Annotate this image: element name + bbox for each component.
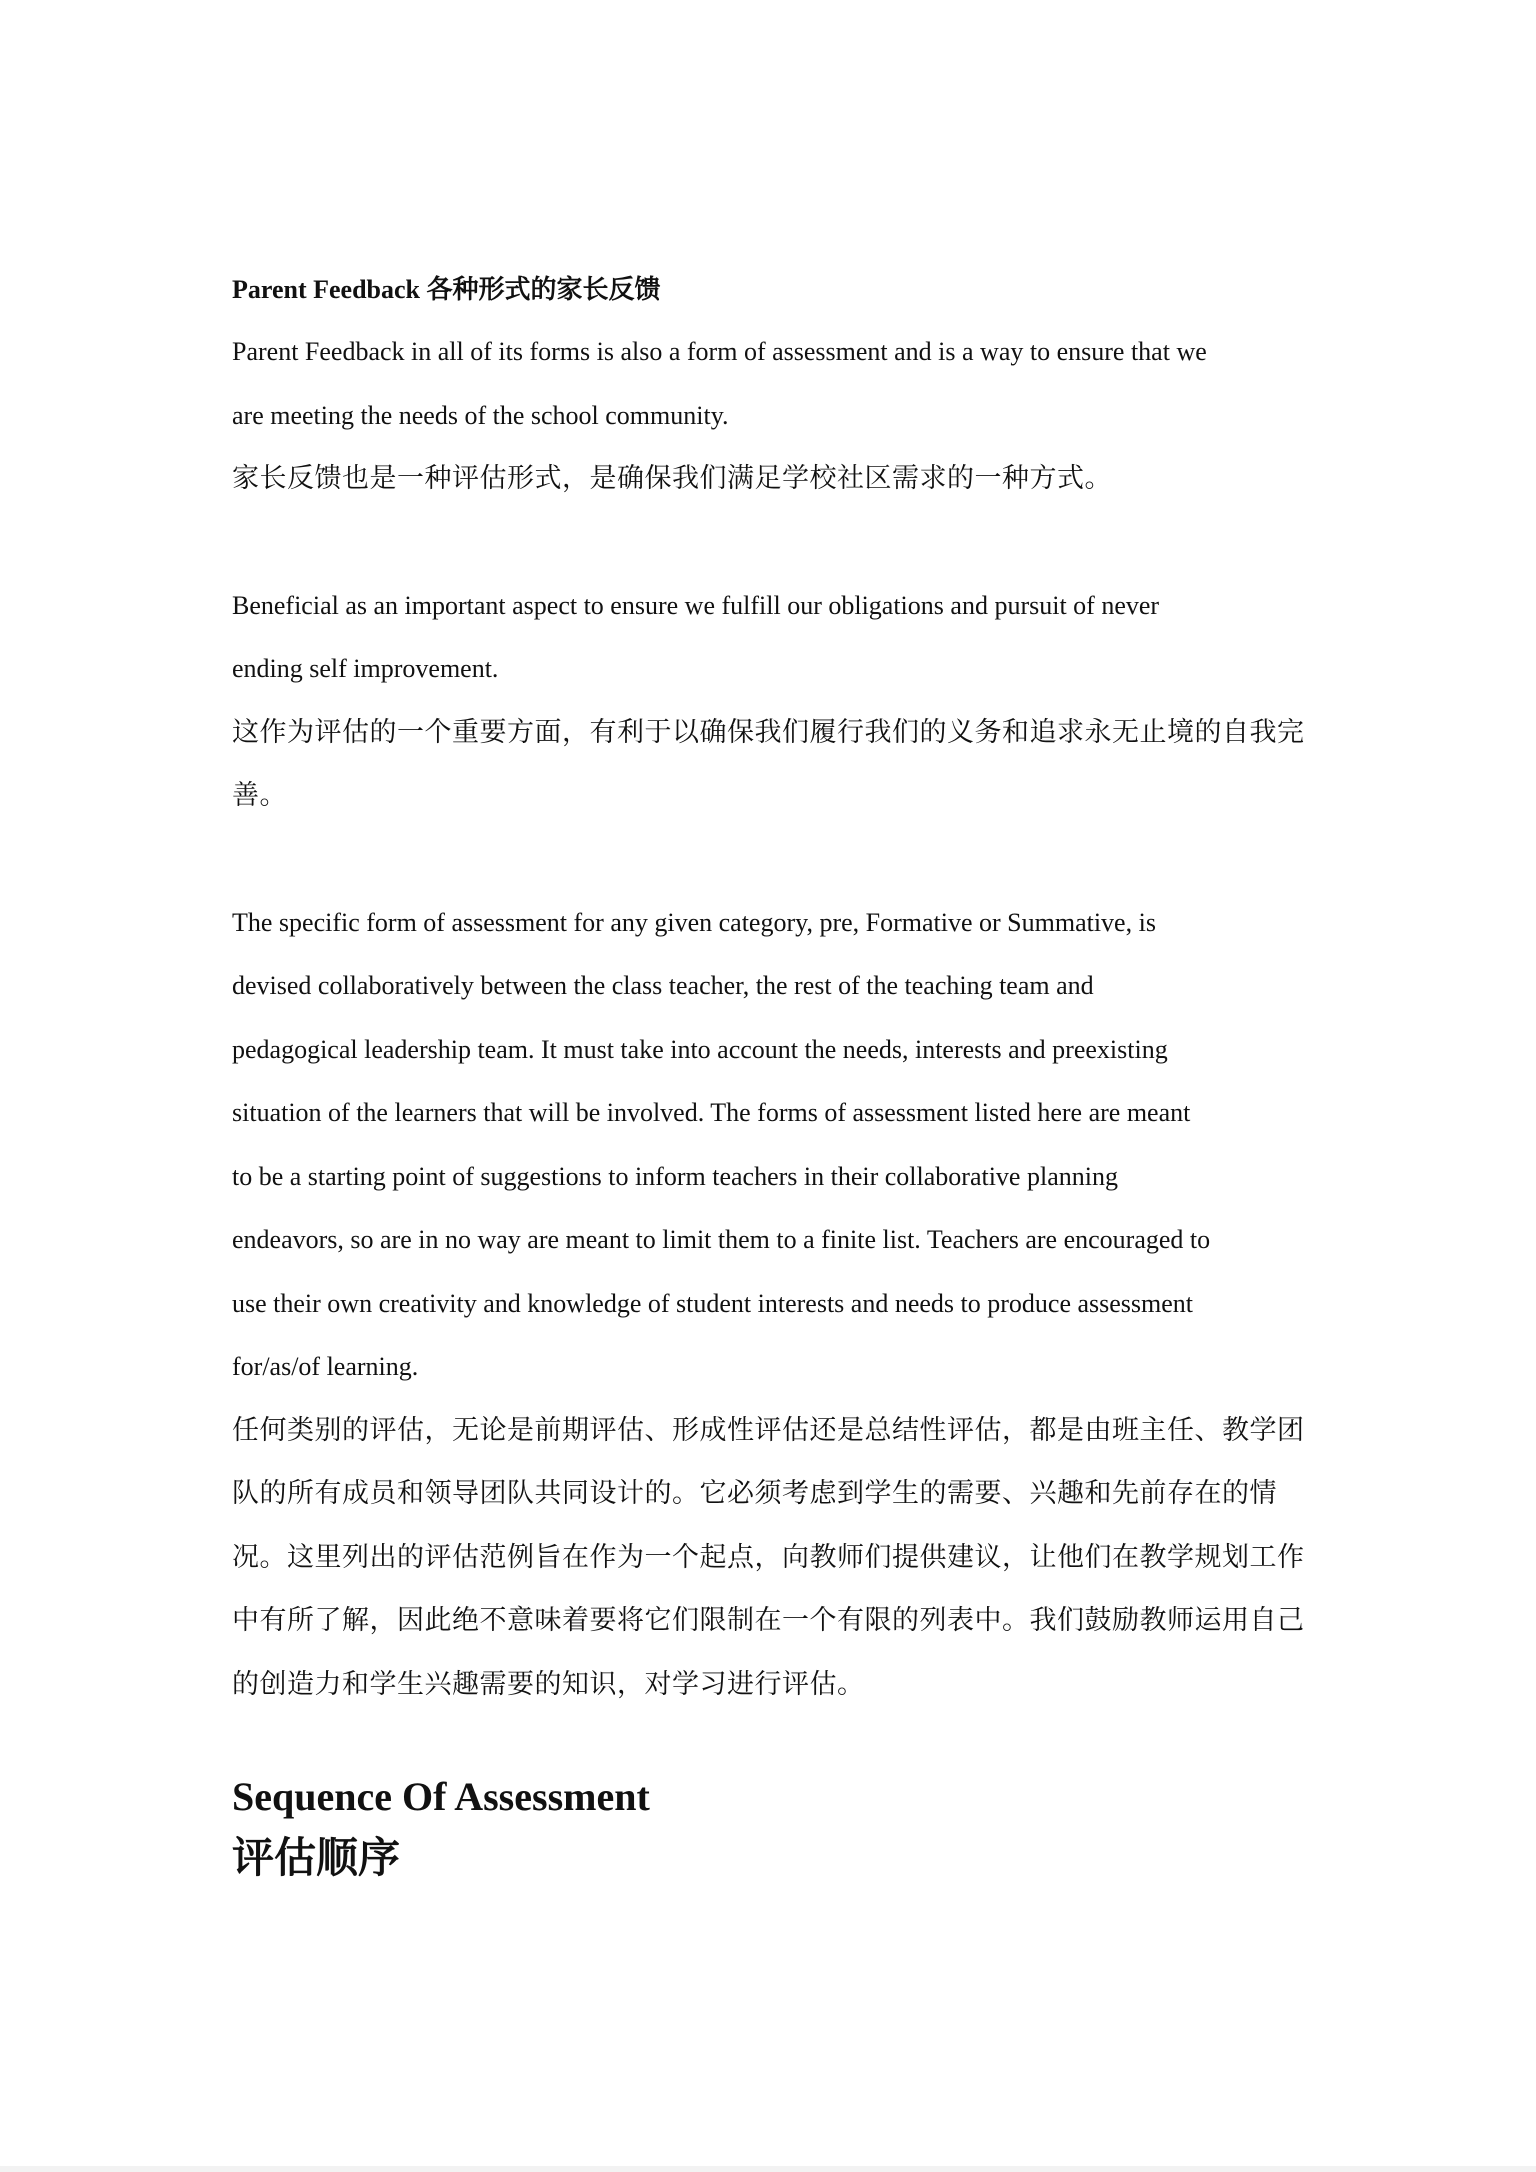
- paragraph-en-2: Beneficial as an important aspect to ensure we fulfill our obligations and pursuit of never ending self improvement.: [232, 590, 1160, 683]
- page-bottom-edge: [0, 2166, 1536, 2172]
- paragraph-en-1: Parent Feedback in all of its forms is also a form of assessment and is a way to ensure that we are meeting the needs of the school community.: [232, 337, 1207, 430]
- paragraph-gap: [232, 511, 1312, 574]
- paragraph-gap: [232, 828, 1312, 891]
- sequence-heading-zh: 评估顺序: [232, 1836, 401, 1882]
- section-heading: Parent Feedback 各种形式的家长反馈: [232, 275, 661, 304]
- document-page: [232, 268, 1312, 1890]
- paragraph-en-3: The specific form of assessment for any given category, pre, Formative or Summative, is devised collaboratively between the class teacher, the rest of the teaching team and pedagogical leadership team. It must take into account the needs, interests and preexisting situation of the learners that will be involved. The forms of assessment listed here are meant to be a starting point of suggestions to inform teachers in their collaborative planning endeavors, so are in no way are meant to limit them to a finite list. Teachers are encouraged to use their own creativity and knowledge of student interests and needs to produce assessment for/as/of learning.: [232, 907, 1211, 1381]
- paragraph-zh-1: 家长反馈也是一种评估形式，是确保我们满足学校社区需求的一种方式。: [232, 463, 1112, 493]
- paragraph-zh-3: 任何类别的评估，无论是前期评估、形成性评估还是总结性评估，都是由班主任、教学团队的所有成员和领导团队共同设计的。它必须考虑到学生的需要、兴趣和先前存在的情况。这里列出的评估范例旨在作为一个起点，向教师们提供建议，让他们在教学规划工作中有所了解，因此绝不意味着要将它们限制在一个有限的列表中。我们鼓励教师运用自己的创造力和学生兴趣需要的知识，对学习进行评估。: [232, 1414, 1305, 1699]
- sequence-heading-en: Sequence Of Assessment: [232, 1774, 650, 1819]
- paragraph-zh-2: 这作为评估的一个重要方面，有利于以确保我们履行我们的义务和追求永无止境的自我完善。: [232, 716, 1305, 810]
